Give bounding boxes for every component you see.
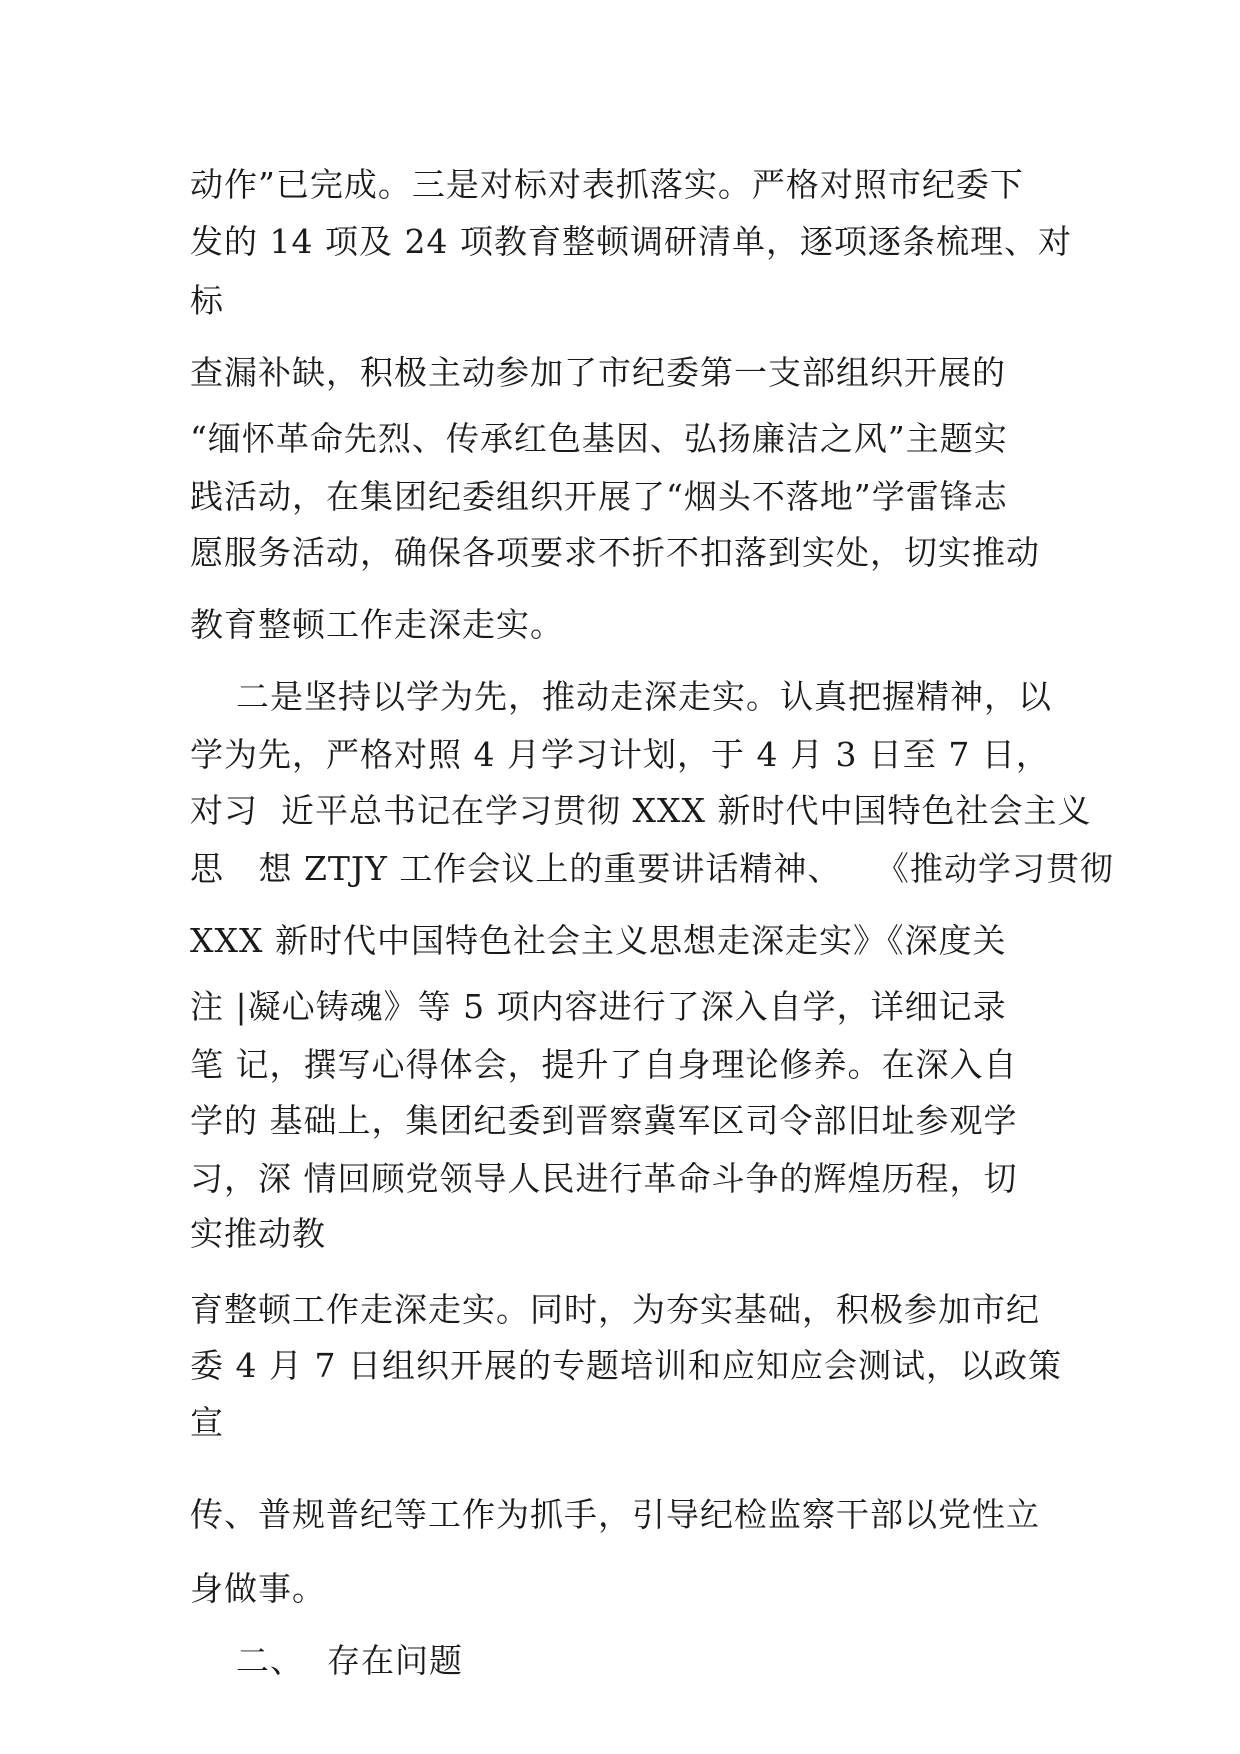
body-text-line: 践活动，在集团纪委组织开展了“烟头不落地”学雷锋志 <box>190 477 1008 516</box>
body-text-line: 传、普规普纪等工作为抓手，引导纪检监察干部以党性立 <box>190 1495 1040 1534</box>
body-text-line: 思 想 ZTJY 工作会议上的重要讲话精神、 《推动学习贯彻 <box>190 849 1114 888</box>
body-text-line: 愿服务活动，确保各项要求不折不扣落到实处，切实推动 <box>190 533 1040 572</box>
section-heading: 二、 存在问题 <box>190 1641 463 1680</box>
body-text-line: 实推动教 <box>190 1214 326 1253</box>
body-text-line: “缅怀革命先烈、传承红色基因、弘扬廉洁之风”主题实 <box>190 419 1008 458</box>
body-text-line: 育整顿工作走深走实。同时，为夯实基础，积极参加市纪 <box>190 1290 1040 1329</box>
body-text-line: 注 |凝心铸魂》等 5 项内容进行了深入自学，详细记录 <box>190 987 1007 1026</box>
body-text-line: 学的 基础上，集团纪委到晋察冀军区司令部旧址参观学 <box>190 1101 1018 1140</box>
body-text-line: 对习 近平总书记在学习贯彻 XXX 新时代中国特色社会主义 <box>190 791 1092 830</box>
body-text-line: 习，深 情回顾党领导人民进行革命斗争的辉煌历程，切 <box>190 1159 1018 1198</box>
body-text-line: 动作”已完成。三是对标对表抓落实。严格对照市纪委下 <box>190 165 1024 204</box>
body-text-line: 委 4 月 7 日组织开展的专题培训和应知应会测试，以政策 <box>190 1346 1062 1385</box>
body-text-line: 笔 记，撰写心得体会，提升了自身理论修养。在深入自 <box>190 1045 1018 1084</box>
body-text-line: XXX 新时代中国特色社会主义思想走深走实》《深度关 <box>190 921 1007 960</box>
body-text-line: 身做事。 <box>190 1569 326 1608</box>
body-text-line: 宣 <box>190 1403 224 1442</box>
body-text-line: 发的 14 项及 24 项教育整顿调研清单，逐项逐条梳理、对 <box>190 222 1072 261</box>
body-text-line: 标 <box>190 281 224 320</box>
body-text-line: 学为先，严格对照 4 月学习计划，于 4 月 3 日至 7 日， <box>190 735 1050 774</box>
body-text-line: 教育整顿工作走深走实。 <box>190 605 564 644</box>
body-text-line: 二是坚持以学为先，推动走深走实。认真把握精神，以 <box>190 677 1052 716</box>
body-text-line: 查漏补缺，积极主动参加了市纪委第一支部组织开展的 <box>190 353 1006 392</box>
